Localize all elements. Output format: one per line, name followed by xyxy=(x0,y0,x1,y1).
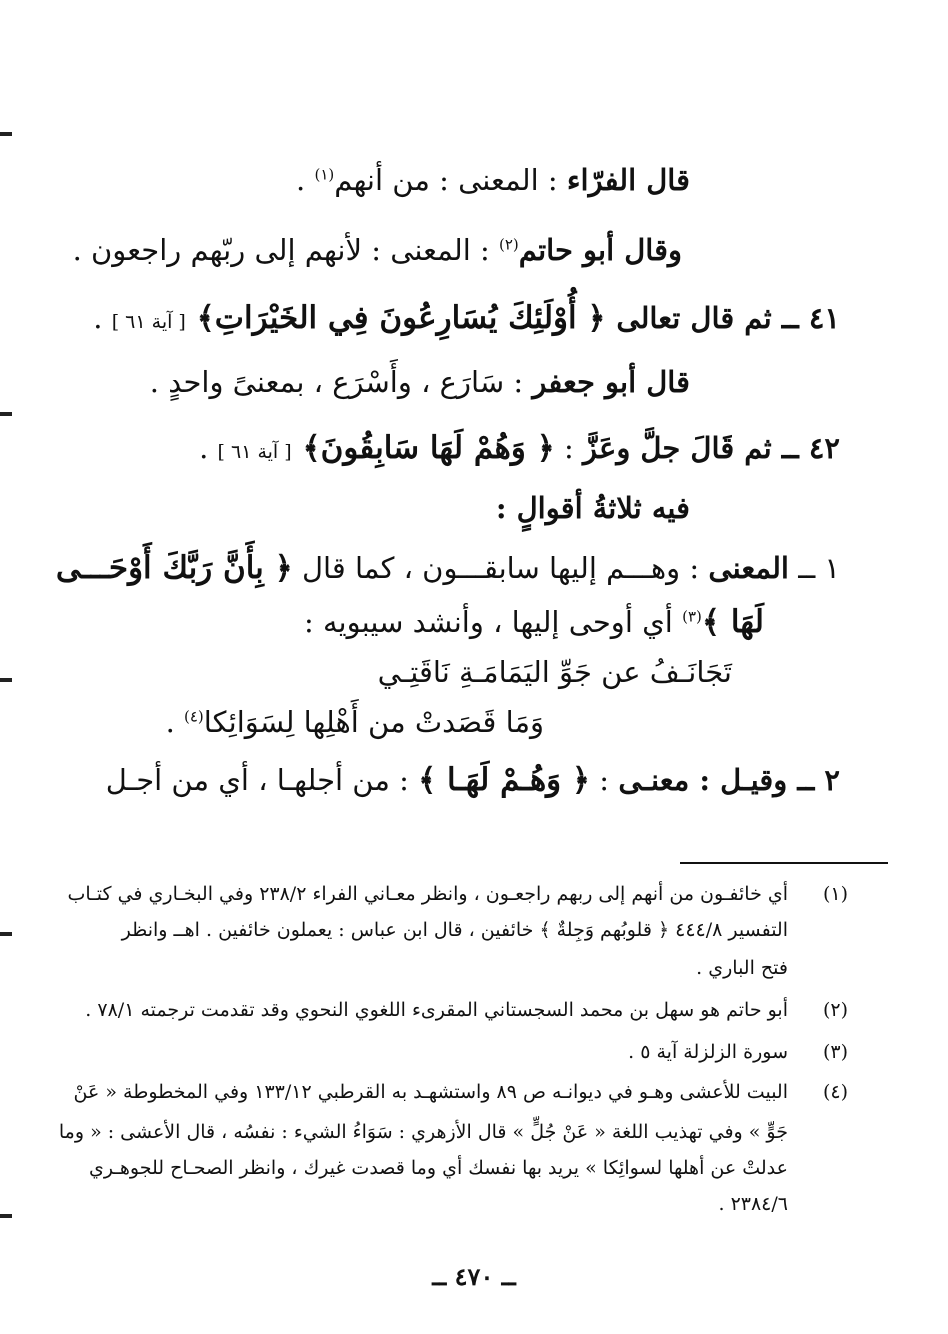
quran-quote: ﴿ وَهُمْ لَهَا سَابِقُونَ﴾ xyxy=(291,430,555,466)
text-line xyxy=(496,488,690,528)
footnote-line: عدلتْ عن أهلها لسوائِكا » يريد بها نفسك أي وما قصدت غيرك ، وانظر الصحـاح للجوهـري xyxy=(88,1157,788,1179)
text-line xyxy=(73,230,682,270)
scan-edge-mark xyxy=(0,932,12,936)
footnote-line: جَوٍّ » وفي تهذيب اللغة « عَنْ جُلٍّ » قال الأزهري : سَوَاءُ الشيء : نفسُه ، قال الأعشى : « وما xyxy=(58,1121,788,1143)
text-run: : وهـــم إليها سابقـــون ، كما قال xyxy=(292,551,709,585)
footnote-ref: (١) xyxy=(314,165,335,184)
poetry-line xyxy=(166,702,544,742)
scan-edge-mark xyxy=(0,132,12,136)
ayah-reference: [ آية ٦١ ] xyxy=(217,441,292,463)
footnote-ref: (٤) xyxy=(184,707,204,726)
footnote-number: (٢) xyxy=(822,999,848,1021)
poetry-line xyxy=(378,652,732,692)
text-run: . xyxy=(165,705,184,739)
speaker-name: وقال أبو حاتم xyxy=(518,233,682,267)
footnote-line: التفسير ٤٤٤/٨ ﴿ قلوبُهم وَجِلةٌ ﴾ خائفين ، قال ابن عباس : يعملون خائفين . اهــ وانظر xyxy=(121,919,788,941)
text-run: : المعنى : لأنهم إلى ربّهم راجعون . xyxy=(72,233,499,267)
text-run: : xyxy=(590,763,619,797)
footnote-number: (٤) xyxy=(822,1081,848,1103)
footnote-divider xyxy=(680,862,888,864)
quran-quote: ﴿ وَهُـمْ لَهَـا ﴾ xyxy=(418,762,591,798)
verse-heading xyxy=(93,298,840,342)
text-line xyxy=(296,160,690,200)
scan-edge-mark xyxy=(0,1214,12,1218)
term: المعنى xyxy=(708,551,789,585)
quran-quote: لَهَا ﴾ xyxy=(701,604,764,640)
text-run: : سَارَع ، وأَسْرَع ، بمعنىً واحدٍ . xyxy=(149,365,533,399)
verse-heading xyxy=(199,428,840,472)
text-line xyxy=(150,362,690,402)
text-run: . xyxy=(199,431,218,465)
page-number: ــ ٤٧٠ ــ xyxy=(432,1262,516,1291)
speaker-name: قال أبو جعفر xyxy=(532,365,690,399)
item-number: ١ ــ xyxy=(788,551,840,585)
speaker-name: قال الفرّاء xyxy=(566,163,690,197)
text-run: : المعنى : من أنهم xyxy=(334,163,567,197)
heading-run: ٤٢ ــ ثم قَالَ جلَّ وعَزَّ xyxy=(583,431,840,465)
text-run: أي أوحى إليها ، وأنشد سيبويه : xyxy=(304,605,683,639)
footnote-line: فتح الباري . xyxy=(696,957,788,979)
heading-run: ٤١ ــ ثم قال تعالى xyxy=(616,301,840,335)
section-intro: فيه ثلاثةُ أقوالٍ : xyxy=(495,491,690,525)
scan-edge-mark xyxy=(0,412,12,416)
text-line xyxy=(304,602,764,642)
footnote-line: ٢٣٨٤/٦ . xyxy=(718,1193,788,1215)
text-line xyxy=(56,548,840,588)
quran-quote: ﴿ بِأَنَّ رَبَّكَ أَوْحَـــى xyxy=(55,550,293,586)
footnote-line: البيت للأعشى وهـو في ديوانـه ص ٨٩ واستشهـد به القرطبي ١٣٣/١٢ وفي المخطوطة « عَنْ xyxy=(73,1081,788,1103)
footnote-number: (٣) xyxy=(822,1041,848,1063)
footnote-number: (١) xyxy=(822,883,848,905)
footnote-line: أي خائفـون من أنهم إلى ربهم راجعـون ، وانظر معـاني الفراء ٢٣٨/٢ وفي البخـاري في كتـاب xyxy=(67,883,788,905)
verse-hemistich: تَجَانَـفُ عن جَوِّ اليَمَامَـةِ نَاقَتِـي xyxy=(377,655,732,689)
scan-edge-mark xyxy=(0,678,12,682)
footnote-line: أبو حاتم هو سهل بن محمد السجستاني المقرىء اللغوي النحوي وقد تقدمت ترجمته ٧٨/١ . xyxy=(85,999,788,1021)
footnote-ref: (٢) xyxy=(499,235,519,254)
text-line xyxy=(106,760,840,800)
text-run: : من أجلهـا ، أي من أجـل xyxy=(105,763,419,797)
text-run: : xyxy=(554,431,584,465)
ayah-reference: [ آية ٦١ ] xyxy=(111,311,186,333)
verse-hemistich: وَمَا قَصَدتْ من أَهْلِها لِسَوَائِكا xyxy=(203,705,544,739)
heading-run: ٢ ــ وقيـل : معنـى xyxy=(618,763,840,797)
quran-quote: ﴿ أُوْلَئِكَ يُسَارِعُونَ فِي الخَيْرَاتِ﴾ xyxy=(185,300,617,336)
text-run: . xyxy=(296,163,315,197)
footnote-line: سورة الزلزلة آية ٥ . xyxy=(628,1041,788,1063)
text-run: . xyxy=(93,301,112,335)
footnote-ref: (٣) xyxy=(682,607,702,626)
